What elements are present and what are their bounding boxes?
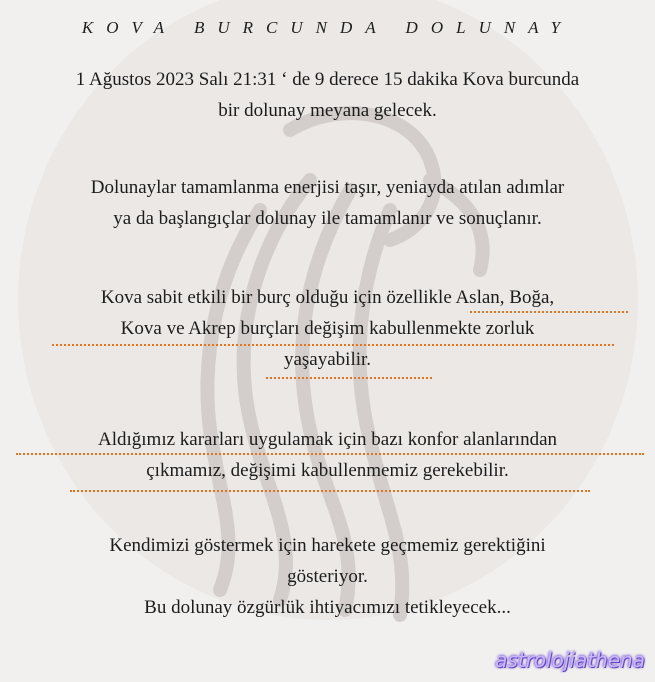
paragraph-energy bbox=[0, 172, 655, 234]
paragraph-freedom bbox=[0, 530, 655, 623]
author-signature: astrolojiathena bbox=[495, 648, 645, 672]
paragraph-line: bir dolunay meyana gelecek. bbox=[218, 100, 437, 121]
paragraph-line: Kendimizi göstermek için harekete geçmemiz gerektiğini bbox=[109, 535, 546, 556]
highlight-underline bbox=[470, 311, 628, 313]
highlight-underline bbox=[70, 490, 590, 492]
highlight-underline bbox=[16, 453, 644, 455]
paragraph-line: çıkmamız, değişimi kabullenmemiz gerekebilir. bbox=[146, 460, 509, 481]
paragraph-line: gösteriyor. bbox=[287, 566, 368, 587]
paragraph-line: 1 Ağustos 2023 Salı 21:31 ‘ de 9 derece 15 dakika Kova burcunda bbox=[75, 69, 580, 90]
highlight-underline bbox=[266, 377, 432, 379]
paragraph-line: Aldığımız kararları uygulamak için bazı konfor alanlarından bbox=[98, 429, 557, 450]
paragraph-fixed-signs bbox=[0, 282, 655, 375]
paragraph-line: Kova ve Akrep burçları değişim kabullenmekte zorluk bbox=[120, 318, 535, 339]
paragraph-line: Bu dolunay özgürlük ihtiyacımızı tetikleyecek... bbox=[144, 597, 511, 618]
paragraph-line: Kova sabit etkili bir burç olduğu için özellikle Aslan, Boğa, bbox=[100, 287, 555, 308]
paragraph-line: ya da başlangıçlar dolunay ile tamamlanır ve sonuçlanır. bbox=[113, 208, 542, 229]
highlight-underline bbox=[52, 344, 614, 346]
paragraph-line: Dolunaylar tamamlanma enerjisi taşır, yeniayda atılan adımlar bbox=[90, 177, 565, 198]
paragraph-date bbox=[0, 64, 655, 126]
page-title: KOVA BURCUNDA DOLUNAY bbox=[81, 18, 574, 37]
paragraph-comfort-zones bbox=[0, 424, 655, 486]
paragraph-line: yaşayabilir. bbox=[283, 349, 372, 370]
